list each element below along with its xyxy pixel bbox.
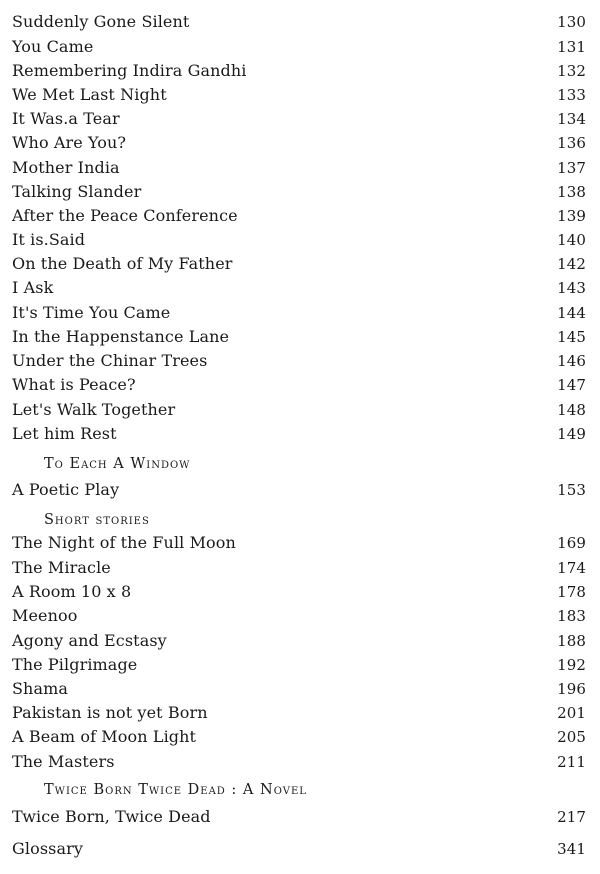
toc-entry — [12, 806, 586, 828]
toc-entry — [12, 326, 586, 348]
toc-entry — [12, 108, 586, 130]
entry-page-number: 145 — [557, 328, 586, 346]
toc-entry — [12, 557, 586, 579]
toc-entry — [12, 36, 586, 58]
entry-title: On the Death of My Father — [12, 254, 233, 273]
entry-page-number: 134 — [557, 110, 586, 128]
toc-entry — [12, 132, 586, 154]
toc-entry — [12, 60, 586, 82]
entry-page-number: 133 — [557, 86, 586, 104]
toc-entry — [12, 581, 586, 603]
entry-title: A Poetic Play — [12, 480, 120, 499]
entry-page-number: 174 — [557, 559, 586, 577]
section-heading-stories: Short stories — [44, 512, 150, 528]
entry-title: In the Happenstance Lane — [12, 327, 230, 346]
entry-page-number: 130 — [557, 13, 586, 31]
entry-title: Twice Born, Twice Dead — [12, 807, 211, 826]
entry-page-number: 147 — [557, 376, 586, 394]
entry-title: Under the Chinar Trees — [12, 351, 208, 370]
entry-page-number: 136 — [557, 134, 586, 152]
toc-entry — [12, 84, 586, 106]
entry-title: The Masters — [12, 752, 115, 771]
entry-page-number: 148 — [557, 401, 586, 419]
toc-entry — [12, 374, 586, 396]
toc-entry — [12, 11, 586, 33]
toc-entry — [12, 181, 586, 203]
entry-title: After the Peace Conference — [12, 206, 238, 225]
entry-title: Remembering Indira Gandhi — [12, 61, 247, 80]
toc-entry — [12, 229, 586, 251]
entry-title: A Beam of Moon Light — [12, 727, 197, 746]
entry-title: Let's Walk Together — [12, 400, 176, 419]
entry-title: The Night of the Full Moon — [12, 533, 236, 552]
toc-entry — [12, 253, 586, 275]
toc-entry — [12, 678, 586, 700]
entry-title: The Miracle — [12, 558, 111, 577]
entry-title: Agony and Ecstasy — [12, 631, 167, 650]
toc-entry — [12, 350, 586, 372]
entry-page-number: 217 — [557, 808, 586, 826]
entry-page-number: 132 — [557, 62, 586, 80]
toc-entry — [12, 726, 586, 748]
entry-page-number: 178 — [557, 583, 586, 601]
entry-title: Pakistan is not yet Born — [12, 703, 208, 722]
toc-entry — [12, 302, 586, 324]
entry-page-number: 192 — [557, 656, 586, 674]
toc-entry — [12, 157, 586, 179]
entry-title: It's Time You Came — [12, 303, 171, 322]
entry-page-number: 144 — [557, 304, 586, 322]
entry-page-number: 211 — [557, 753, 586, 771]
entry-title: Shama — [12, 679, 69, 698]
entry-title: Let him Rest — [12, 424, 117, 443]
toc-entry — [12, 654, 586, 676]
entry-page-number: 169 — [557, 534, 586, 552]
entry-page-number: 341 — [557, 840, 586, 858]
entry-page-number: 138 — [557, 183, 586, 201]
toc-entry — [12, 479, 586, 501]
entry-title: Suddenly Gone Silent — [12, 12, 190, 31]
entry-title: It is.Said — [12, 230, 86, 249]
entry-page-number: 131 — [557, 38, 586, 56]
entry-title: Talking Slander — [12, 182, 142, 201]
entry-page-number: 143 — [557, 279, 586, 297]
entry-page-number: 201 — [557, 704, 586, 722]
entry-page-number: 146 — [557, 352, 586, 370]
entry-title: You Came — [12, 37, 94, 56]
entry-page-number: 196 — [557, 680, 586, 698]
toc-entry — [12, 605, 586, 627]
toc-entry-glossary — [12, 838, 586, 860]
entry-page-number: 153 — [557, 481, 586, 499]
entry-title: We Met Last Night — [12, 85, 167, 104]
toc-entry — [12, 702, 586, 724]
entry-title: It Was.a Tear — [12, 109, 120, 128]
entry-title: Glossary — [12, 839, 83, 858]
toc-entry — [12, 532, 586, 554]
toc-entry — [12, 630, 586, 652]
entry-title: What is Peace? — [12, 375, 136, 394]
entry-title: A Room 10 x 8 — [12, 582, 132, 601]
toc-entry — [12, 399, 586, 421]
section-heading-novel: Twice Born Twice Dead : A Novel — [44, 782, 307, 798]
entry-page-number: 149 — [557, 425, 586, 443]
toc-entry — [12, 423, 586, 445]
entry-page-number: 142 — [557, 255, 586, 273]
entry-page-number: 188 — [557, 632, 586, 650]
entry-page-number: 205 — [557, 728, 586, 746]
entry-title: I Ask — [12, 278, 54, 297]
entry-title: Mother India — [12, 158, 120, 177]
entry-title: The Pilgrimage — [12, 655, 138, 674]
entry-title: Who Are You? — [12, 133, 127, 152]
entry-page-number: 183 — [557, 607, 586, 625]
entry-page-number: 139 — [557, 207, 586, 225]
entry-page-number: 140 — [557, 231, 586, 249]
toc-entry — [12, 751, 586, 773]
toc-entry — [12, 277, 586, 299]
entry-page-number: 137 — [557, 159, 586, 177]
section-heading-window: To Each A Window — [44, 456, 191, 472]
entry-title: Meenoo — [12, 606, 78, 625]
toc-entry — [12, 205, 586, 227]
